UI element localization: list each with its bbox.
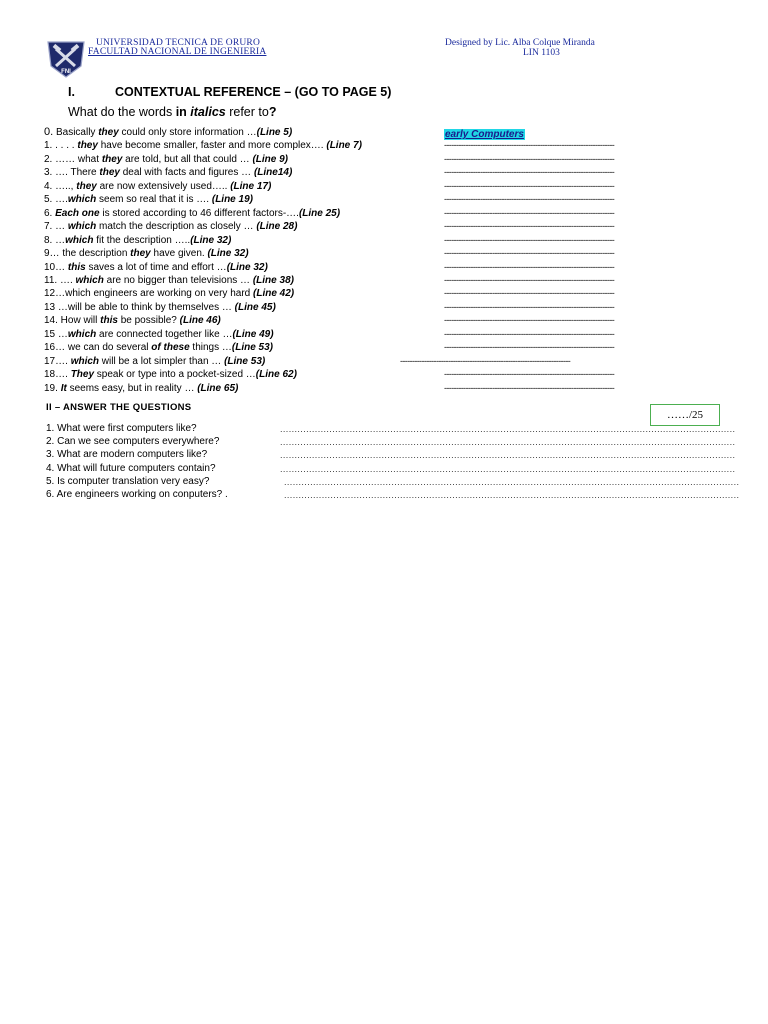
item-number: 1.: [44, 140, 53, 152]
reference-item: [44, 301, 276, 315]
item-reference-word: they: [98, 127, 119, 138]
answer-line[interactable]: -----------------------------------------------------------------------: [444, 261, 615, 272]
item-text-post: deal with facts and figures …: [119, 167, 254, 179]
university-name: UNIVERSIDAD TECNICA DE ORURO: [96, 38, 261, 48]
item-reference-word: they: [101, 153, 123, 165]
score-box: ……/25: [650, 404, 720, 426]
item-text-pre: …..,: [52, 180, 77, 192]
question-item: 4. What will future computers contain?: [46, 462, 216, 474]
item-reference-word: they: [77, 140, 98, 152]
item-text-post: have become smaller, faster and more complex….: [97, 140, 327, 152]
item-number: 9…: [44, 248, 60, 260]
reference-item: [44, 153, 288, 167]
item-line-ref: (Line 17): [230, 180, 272, 192]
item-number: 17…: [44, 355, 66, 367]
item-text-pre: . . . .: [52, 140, 78, 152]
item-text-post: fit the description …..: [93, 234, 191, 246]
item-reference-word: Each one: [55, 207, 100, 219]
answer-line[interactable]: -----------------------------------------------------------------------: [444, 180, 615, 191]
item-text-pre: …: [55, 328, 68, 340]
item-line-ref: (Line 9): [252, 153, 289, 165]
item-reference-word: which: [67, 221, 97, 233]
item-reference-word: which: [65, 234, 94, 246]
reference-item: [44, 287, 294, 301]
item-text-pre: How will: [57, 315, 101, 327]
answer-line[interactable]: -----------------------------------------------------------------------: [444, 342, 615, 353]
item-text-pre: ….: [52, 194, 68, 206]
answer-line[interactable]: -----------------------------------------------------------------------: [444, 207, 615, 218]
item-text-pre: …: [52, 221, 68, 233]
item-number: 18…: [44, 369, 66, 381]
item-text-pre: …: [52, 234, 66, 246]
item-number: 11.: [44, 274, 58, 286]
item-reference-word: of these: [151, 342, 190, 354]
item-reference-word: which: [67, 328, 97, 340]
item-line-ref: (Line 38): [252, 274, 294, 286]
item-text-post: speak or type into a pocket-sized …: [94, 369, 256, 381]
item-text-pre: …… what: [52, 153, 102, 165]
item-reference-word: they: [130, 248, 151, 260]
item-text-post: will be a lot simpler than …: [99, 355, 225, 367]
item-line-ref: (Line14): [253, 167, 293, 179]
item-reference-word: they: [76, 180, 97, 192]
section2-title: II – ANSWER THE QUESTIONS: [46, 402, 192, 413]
question-item: 6. Are engineers working on conputers? .: [46, 489, 228, 500]
item-number: 4.: [44, 180, 53, 192]
item-text-post: is stored according to 46 different factors-….: [99, 207, 299, 219]
item-line-ref: (Line 53): [231, 342, 274, 354]
reference-item: [44, 207, 340, 221]
item-line-ref: (Line 32): [190, 234, 232, 246]
answer-line[interactable]: -----------------------------------------------------------------------: [444, 382, 615, 393]
answer-dotted-line[interactable]: .............................................................................................................................................................: [280, 450, 736, 461]
item-reference-word: It: [60, 382, 67, 394]
item-reference-word: this: [67, 261, 86, 273]
reference-item: [44, 261, 268, 275]
item-text-pre: .: [65, 369, 71, 381]
item-reference-word: this: [100, 315, 118, 327]
faculty-name: FACULTAD NACIONAL DE INGENIERIA: [88, 47, 267, 57]
item-reference-word: which: [67, 194, 97, 206]
item-line-ref: (Line 65): [197, 382, 239, 394]
answer-line[interactable]: -----------------------------------------------------------------------: [444, 315, 615, 326]
item-text-pre: …. There: [52, 167, 100, 179]
item-text-post: things …: [189, 342, 232, 354]
item-text-post: match the description as closely …: [96, 221, 257, 233]
item-text-post: have given.: [150, 248, 208, 260]
answer-line[interactable]: -----------------------------------------------------------------------: [400, 355, 571, 366]
reference-item: [44, 274, 294, 288]
item-text-pre: the description: [59, 248, 131, 260]
question-item: 3. What are modern computers like?: [46, 449, 208, 461]
item-reference-word: which: [70, 355, 100, 367]
item-reference-word: They: [70, 369, 95, 381]
item-text-post: are now extensively used…..: [96, 180, 231, 192]
reference-item: [44, 139, 362, 153]
item-text-pre: Basically: [53, 127, 99, 138]
answer-line[interactable]: -----------------------------------------------------------------------: [444, 288, 615, 299]
item-number: 0.: [44, 126, 54, 138]
item-text-pre: ….: [57, 274, 76, 286]
item-number: 8.: [44, 234, 53, 246]
reference-item: [44, 180, 271, 194]
answer-dotted-line[interactable]: .............................................................................................................................................................: [284, 476, 740, 487]
answer-line[interactable]: -----------------------------------------------------------------------: [444, 194, 615, 205]
item-line-ref: (Line 42): [253, 288, 295, 300]
reference-item: [44, 355, 265, 369]
item-line-ref: (Line 53): [224, 355, 266, 367]
logo-text: FNI: [61, 69, 71, 75]
reference-item: [44, 382, 238, 396]
answer-line[interactable]: -----------------------------------------------------------------------: [444, 248, 615, 259]
answer-line[interactable]: -----------------------------------------------------------------------: [444, 153, 615, 164]
item-line-ref: (Line 19): [211, 194, 253, 206]
item-line-ref: (Line 5): [256, 127, 293, 138]
item-number: 6.: [44, 207, 53, 219]
reference-item: [44, 328, 274, 342]
section-subtitle: What do the words in italics refer to?: [68, 105, 277, 119]
question-item: 2. Can we see computers everywhere?: [46, 436, 220, 448]
item-text-pre: which engineers are working on very hard: [65, 288, 254, 300]
item-number: 2.: [44, 153, 53, 165]
reference-item: [44, 126, 292, 140]
item-text-post: saves a lot of time and effort …: [85, 261, 227, 273]
answer-line[interactable]: -----------------------------------------------------------------------: [444, 221, 615, 232]
answer-line[interactable]: -----------------------------------------------------------------------: [444, 369, 615, 380]
answer-line[interactable]: -----------------------------------------------------------------------: [444, 234, 615, 245]
answer-dotted-line[interactable]: .............................................................................................................................................................: [284, 490, 740, 500]
item-line-ref: (Line 7): [326, 140, 362, 152]
reference-item: [44, 368, 297, 382]
item-line-ref: (Line 62): [255, 369, 297, 381]
item-line-ref: (Line 25): [298, 207, 341, 219]
reference-item: [44, 193, 253, 207]
item-text-post: be possible?: [117, 315, 180, 327]
answer-line[interactable]: -----------------------------------------------------------------------: [444, 274, 615, 285]
section-title: CONTEXTUAL REFERENCE – (GO TO PAGE 5): [115, 85, 392, 99]
answer-dotted-line[interactable]: .............................................................................................................................................................: [280, 437, 736, 448]
item-number: 10…: [44, 261, 66, 273]
answer-line[interactable]: -----------------------------------------------------------------------: [444, 328, 615, 339]
course-code: LIN 1103: [523, 48, 560, 58]
item-line-ref: (Line 32): [226, 261, 268, 273]
question-item: 1. What were first computers like?: [46, 423, 197, 434]
question-item: 5. Is computer translation very easy?: [46, 475, 210, 487]
item-number: 19.: [44, 382, 58, 394]
item-text-pre: we can do several: [65, 342, 152, 354]
item-line-ref: (Line 45): [234, 301, 276, 313]
item-reference-word: which: [75, 274, 104, 286]
designer-credit: Designed by Lic. Alba Colque Miranda: [445, 38, 595, 48]
item-number: 5.: [44, 194, 53, 206]
item-number: 3.: [44, 167, 53, 179]
reference-item: [44, 341, 273, 355]
item-text-post: are connected together like …: [96, 328, 233, 340]
reference-item: [44, 220, 297, 234]
item-line-ref: (Line 49): [232, 328, 274, 340]
item-text-post: could only store information …: [118, 127, 257, 138]
reference-item: [44, 314, 221, 328]
reference-item: [44, 234, 231, 248]
item-number: 16…: [44, 342, 66, 354]
answer-dotted-line[interactable]: .............................................................................................................................................................: [280, 424, 736, 434]
item-number: 13: [44, 301, 56, 313]
item-reference-word: they: [99, 167, 120, 179]
answer-line[interactable]: -----------------------------------------------------------------------: [444, 140, 615, 151]
section-number: I.: [68, 85, 75, 99]
answer-line[interactable]: -----------------------------------------------------------------------: [444, 301, 615, 312]
answer-dotted-line[interactable]: .............................................................................................................................................................: [280, 463, 736, 474]
reference-item: [44, 166, 292, 180]
reference-item: [44, 247, 249, 261]
item-text-post: are told, but all that could …: [122, 153, 253, 165]
item-text-post: seem so real that it is ….: [96, 194, 212, 206]
item-line-ref: (Line 46): [179, 315, 221, 327]
item-number: 15: [44, 328, 56, 340]
item-text-pre: …will be able to think by themselves …: [55, 301, 235, 313]
item-number: 7.: [44, 221, 53, 233]
item-number: 12…: [44, 288, 66, 300]
faculty-logo-icon: [44, 36, 88, 80]
answer-line[interactable]: -----------------------------------------------------------------------: [444, 167, 615, 178]
item-line-ref: (Line 28): [256, 221, 298, 233]
item-number: 14.: [44, 315, 58, 327]
item-line-ref: (Line 32): [207, 248, 249, 260]
example-answer: early Computers: [445, 129, 524, 140]
item-text-pre: .: [65, 355, 71, 367]
item-text-post: seems easy, but in reality …: [66, 382, 198, 394]
item-text-post: are no bigger than televisions …: [103, 274, 253, 286]
